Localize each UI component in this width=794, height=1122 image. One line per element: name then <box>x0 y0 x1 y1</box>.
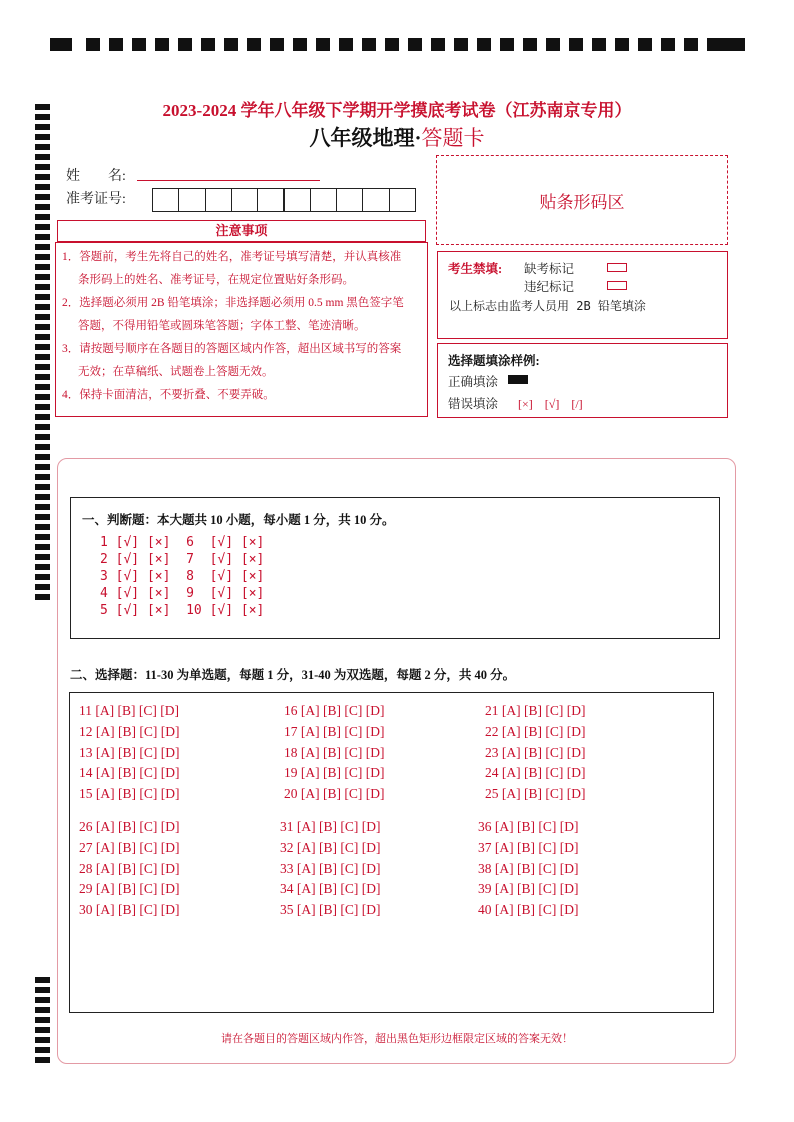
timing-mark <box>35 584 50 590</box>
notice-item-2-line2: 答题，不得用铅笔或圆珠笔答题；字体工整、笔迹清晰。 <box>78 320 366 332</box>
timing-mark <box>500 38 514 51</box>
choice-row[interactable]: 33 [A] [B] [C] [D] <box>280 860 381 876</box>
absent-mark-label: 缺考标记 <box>524 262 575 276</box>
timing-mark <box>35 374 50 380</box>
true-false-row[interactable]: 2 [√] [×] 7 [√] [×] <box>100 552 265 567</box>
footer-warning: 请在各题目的答题区域内作答，超出黑色矩形边框限定区域的答案无效！ <box>221 1033 573 1045</box>
choice-row[interactable]: 17 [A] [B] [C] [D] <box>284 723 385 739</box>
notice-item-2-line1: 2．选择题必须用 2B 铅笔填涂；非选择题必须用 0.5 mm 黑色签字笔 <box>62 297 404 309</box>
timing-mark <box>477 38 491 51</box>
timing-mark <box>615 38 629 51</box>
choice-row[interactable]: 28 [A] [B] [C] [D] <box>79 860 180 876</box>
timing-mark <box>35 564 50 570</box>
timing-mark <box>661 38 675 51</box>
name-label: 姓 名: <box>66 169 126 184</box>
timing-mark <box>408 38 422 51</box>
timing-mark <box>316 38 330 51</box>
choice-row[interactable]: 25 [A] [B] [C] [D] <box>485 786 586 802</box>
timing-mark <box>35 1017 50 1023</box>
timing-mark <box>132 38 146 51</box>
barcode-area <box>436 155 728 245</box>
choice-row[interactable]: 36 [A] [B] [C] [D] <box>478 819 579 834</box>
exam-id-digit-box[interactable] <box>152 188 179 212</box>
timing-mark <box>35 1047 50 1053</box>
timing-mark <box>35 254 50 260</box>
notice-item-1 <box>62 246 422 292</box>
choice-row[interactable]: 20 [A] [B] [C] [D] <box>284 786 385 802</box>
timing-mark <box>35 594 50 600</box>
timing-mark <box>454 38 468 51</box>
timing-mark <box>293 38 307 51</box>
choice-row[interactable]: 29 [A] [B] [C] [D] <box>79 881 180 897</box>
timing-mark <box>35 514 50 520</box>
left-timing-marks-upper <box>35 104 50 604</box>
violation-mark-box[interactable] <box>607 281 627 290</box>
timing-mark <box>35 494 50 500</box>
timing-mark <box>50 38 72 51</box>
notice-item-4-line1: 4．保持卡面清洁，不要折叠、不要弄破。 <box>62 389 275 401</box>
choice-row[interactable]: 15 [A] [B] [C] [D] <box>79 786 180 802</box>
timing-mark <box>523 38 537 51</box>
timing-mark <box>35 424 50 430</box>
timing-mark <box>35 977 50 983</box>
barcode-label: 贴条形码区 <box>539 192 625 212</box>
timing-mark <box>270 38 284 51</box>
choice-row[interactable]: 16 [A] [B] [C] [D] <box>284 703 385 718</box>
notice-heading: 注意事项 <box>57 220 426 242</box>
timing-mark <box>35 394 50 400</box>
notice-item-3 <box>62 338 422 384</box>
choice-row[interactable]: 38 [A] [B] [C] [D] <box>478 860 579 876</box>
forbidden-note: 以上标志由监考人员用 2B 铅笔填涂 <box>449 299 646 313</box>
timing-mark <box>35 444 50 450</box>
notice-item-1-line1: 1．答题前，考生先将自己的姓名，准考证号填写清楚，并认真核准 <box>62 251 402 263</box>
true-false-row[interactable]: 1 [√] [×] 6 [√] [×] <box>100 535 265 550</box>
exam-id-digit-box[interactable] <box>310 188 337 212</box>
multiple-choice-title: 二、选择题：11-30 为单选题，每题 1 分，31-40 为双选题，每题 2 分，共 40 分。 <box>70 668 516 682</box>
timing-mark <box>35 204 50 210</box>
timing-mark <box>35 414 50 420</box>
timing-mark <box>178 38 192 51</box>
wrong-fill-label: 错误填涂 <box>448 397 499 411</box>
timing-mark <box>35 997 50 1003</box>
timing-mark <box>224 38 238 51</box>
timing-mark <box>35 574 50 580</box>
timing-mark <box>35 234 50 240</box>
timing-mark <box>569 38 583 51</box>
timing-mark <box>35 1007 50 1013</box>
violation-mark-label: 违纪标记 <box>524 280 575 294</box>
exam-id-digit-box[interactable] <box>389 188 416 212</box>
title-separator: · <box>414 126 422 150</box>
timing-mark <box>35 344 50 350</box>
timing-mark <box>35 294 50 300</box>
choice-row[interactable]: 37 [A] [B] [C] [D] <box>478 839 579 855</box>
timing-mark <box>35 464 50 470</box>
choice-row[interactable]: 21 [A] [B] [C] [D] <box>485 703 586 718</box>
notice-item-3-line2: 无效；在草稿纸、试题卷上答题无效。 <box>78 366 274 378</box>
timing-mark <box>385 38 399 51</box>
timing-mark <box>35 304 50 310</box>
correct-fill-mark <box>508 375 528 384</box>
timing-mark <box>35 544 50 550</box>
timing-mark <box>35 484 50 490</box>
choice-row[interactable]: 26 [A] [B] [C] [D] <box>79 819 180 834</box>
notice-item-4 <box>62 384 422 407</box>
timing-mark <box>707 38 721 51</box>
timing-mark <box>35 314 50 320</box>
exam-id-digit-box[interactable] <box>257 188 284 212</box>
timing-mark <box>35 214 50 220</box>
exam-id-digit-box[interactable] <box>284 188 311 212</box>
exam-title: 2023-2024 学年八年级下学期开学摸底考试卷（江苏南京专用） <box>162 101 632 120</box>
timing-mark <box>35 244 50 250</box>
timing-mark <box>684 38 698 51</box>
notice-item-2 <box>62 292 422 338</box>
left-timing-marks-lower <box>35 977 50 1067</box>
answer-card-label: 答题卡 <box>421 126 485 150</box>
timing-mark <box>35 224 50 230</box>
true-false-row[interactable]: 4 [√] [×] 9 [√] [×] <box>100 586 265 601</box>
choice-row[interactable]: 34 [A] [B] [C] [D] <box>280 881 381 897</box>
choice-row[interactable]: 30 [A] [B] [C] [D] <box>79 902 180 918</box>
timing-mark <box>35 504 50 510</box>
exam-id-digit-box[interactable] <box>362 188 389 212</box>
timing-mark <box>35 274 50 280</box>
wrong-fill-marks: [×] [√] [/] <box>518 397 583 411</box>
card-title <box>0 122 794 152</box>
timing-mark <box>35 324 50 330</box>
timing-mark <box>35 434 50 440</box>
timing-mark <box>35 174 50 180</box>
choice-row[interactable]: 14 [A] [B] [C] [D] <box>79 765 180 781</box>
timing-mark <box>35 454 50 460</box>
true-false-row[interactable]: 5 [√] [×] 10 [√] [×] <box>100 603 265 618</box>
choice-row[interactable]: 18 [A] [B] [C] [D] <box>284 744 385 760</box>
choice-row[interactable]: 31 [A] [B] [C] [D] <box>280 819 381 834</box>
timing-mark <box>35 384 50 390</box>
timing-mark <box>247 38 261 51</box>
choice-row[interactable]: 23 [A] [B] [C] [D] <box>485 744 586 760</box>
timing-mark <box>35 194 50 200</box>
timing-mark <box>35 404 50 410</box>
timing-mark <box>35 474 50 480</box>
choice-row[interactable]: 19 [A] [B] [C] [D] <box>284 765 385 781</box>
true-false-row[interactable]: 3 [√] [×] 8 [√] [×] <box>100 569 265 584</box>
timing-mark <box>592 38 606 51</box>
timing-mark <box>35 184 50 190</box>
timing-mark <box>720 38 745 51</box>
timing-mark <box>35 334 50 340</box>
timing-mark <box>638 38 652 51</box>
timing-mark <box>35 534 50 540</box>
timing-mark <box>362 38 376 51</box>
timing-mark <box>35 284 50 290</box>
timing-mark <box>35 154 50 160</box>
choice-row[interactable]: 27 [A] [B] [C] [D] <box>79 839 180 855</box>
timing-mark <box>546 38 560 51</box>
choice-row[interactable]: 13 [A] [B] [C] [D] <box>79 744 180 760</box>
name-field[interactable] <box>137 180 320 181</box>
true-false-title: 一、判断题：本大题共 10 小题，每小题 1 分，共 10 分。 <box>82 513 395 527</box>
timing-mark <box>86 38 100 51</box>
choice-row[interactable]: 12 [A] [B] [C] [D] <box>79 723 180 739</box>
choice-row[interactable]: 39 [A] [B] [C] [D] <box>478 881 579 897</box>
subject-title: 八年级地理 <box>309 126 415 150</box>
top-timing-marks <box>50 38 745 51</box>
exam-id-digit-box[interactable] <box>336 188 363 212</box>
notice-item-1-line2: 条形码上的姓名、准考证号，在规定位置贴好条形码。 <box>78 274 354 286</box>
exam-id-digit-box[interactable] <box>205 188 232 212</box>
exam-id-digit-box[interactable] <box>178 188 205 212</box>
timing-mark <box>155 38 169 51</box>
timing-mark <box>339 38 353 51</box>
timing-mark <box>35 264 50 270</box>
notice-item-3-line1: 3．请按题号顺序在各题目的答题区域内作答，超出区域书写的答案 <box>62 343 402 355</box>
timing-mark <box>431 38 445 51</box>
absent-mark-box[interactable] <box>607 263 627 272</box>
choice-row[interactable]: 40 [A] [B] [C] [D] <box>478 902 579 918</box>
timing-mark <box>35 554 50 560</box>
choice-row[interactable]: 24 [A] [B] [C] [D] <box>485 765 586 781</box>
timing-mark <box>35 524 50 530</box>
timing-mark <box>109 38 123 51</box>
choice-row[interactable]: 32 [A] [B] [C] [D] <box>280 839 381 855</box>
timing-mark <box>35 354 50 360</box>
choice-row[interactable]: 35 [A] [B] [C] [D] <box>280 902 381 918</box>
choice-row[interactable]: 11 [A] [B] [C] [D] <box>79 703 179 718</box>
timing-mark <box>35 364 50 370</box>
exam-id-label: 准考证号: <box>66 192 126 207</box>
forbidden-title: 考生禁填: <box>448 262 503 276</box>
timing-mark <box>35 164 50 170</box>
correct-fill-label: 正确填涂 <box>448 375 499 389</box>
timing-mark <box>35 987 50 993</box>
timing-mark <box>35 1057 50 1063</box>
fill-sample-title: 选择题填涂样例: <box>448 354 540 368</box>
choice-row[interactable]: 22 [A] [B] [C] [D] <box>485 723 586 739</box>
exam-id-digit-box[interactable] <box>231 188 258 212</box>
timing-mark <box>201 38 215 51</box>
